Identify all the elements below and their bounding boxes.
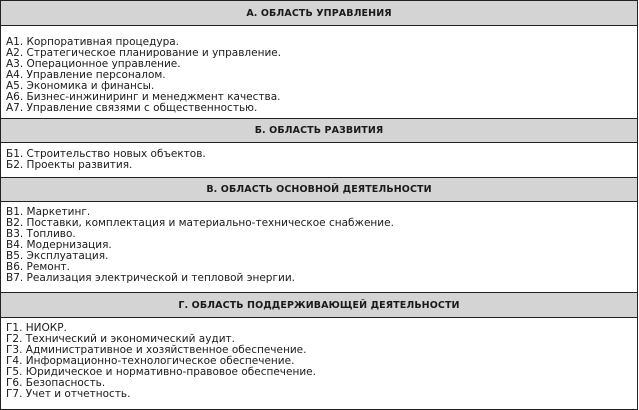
section-items: [1, 318, 637, 405]
section-items: [1, 143, 637, 177]
section-header: Б. ОБЛАСТЬ РАЗВИТИЯ: [1, 118, 637, 143]
list-item: В1. Маркетинг.: [6, 206, 91, 218]
list-item: Г3. Административное и хозяйственное обеспечение.: [6, 344, 307, 356]
section-items: [1, 202, 637, 292]
section-header: Г. ОБЛАСТЬ ПОДДЕРЖИВАЮЩЕЙ ДЕЯТЕЛЬНОСТИ: [1, 292, 637, 318]
list-item: В7. Реализация электрической и тепловой энергии.: [6, 272, 295, 284]
list-item: В3. Топливо.: [6, 228, 76, 240]
list-item: Б2. Проекты развития.: [6, 159, 133, 171]
list-item: В2. Поставки, комплектация и материально-техническое снабжение.: [6, 217, 394, 229]
list-item: Г7. Учет и отчетность.: [6, 388, 131, 400]
list-item: Б1. Строительство новых объектов.: [6, 148, 206, 160]
list-item: А1. Корпоративная процедура.: [6, 36, 180, 48]
list-item: А6. Бизнес-инжиниринг и менеджмент качества.: [6, 91, 281, 103]
list-item: А7. Управление связями с общественностью.: [6, 102, 258, 114]
section-management: [1, 1, 637, 118]
list-item: В6. Ремонт.: [6, 261, 71, 273]
list-item: В5. Эксплуатация.: [6, 250, 109, 262]
list-item: А5. Экономика и финансы.: [6, 80, 155, 92]
section-support-activity: [1, 292, 637, 405]
list-item: Г6. Безопасность.: [6, 377, 106, 389]
list-item: Г2. Технический и экономический аудит.: [6, 333, 235, 345]
section-development: [1, 118, 637, 177]
list-item: А2. Стратегическое планирование и управление.: [6, 47, 282, 59]
list-item: В4. Модернизация.: [6, 239, 112, 251]
section-header: А. ОБЛАСТЬ УПРАВЛЕНИЯ: [1, 1, 637, 26]
list-item: А4. Управление персоналом.: [6, 69, 166, 81]
list-item: Г4. Информационно-технологическое обеспечение.: [6, 355, 295, 367]
section-header: В. ОБЛАСТЬ ОСНОВНОЙ ДЕЯТЕЛЬНОСТИ: [1, 177, 637, 202]
section-items: [1, 26, 637, 118]
list-item: А3. Операционное управление.: [6, 58, 181, 70]
section-core-activity: [1, 177, 637, 292]
list-item: Г1. НИОКР.: [6, 322, 67, 334]
list-item: Г5. Юридическое и нормативно-правовое обеспечение.: [6, 366, 316, 378]
